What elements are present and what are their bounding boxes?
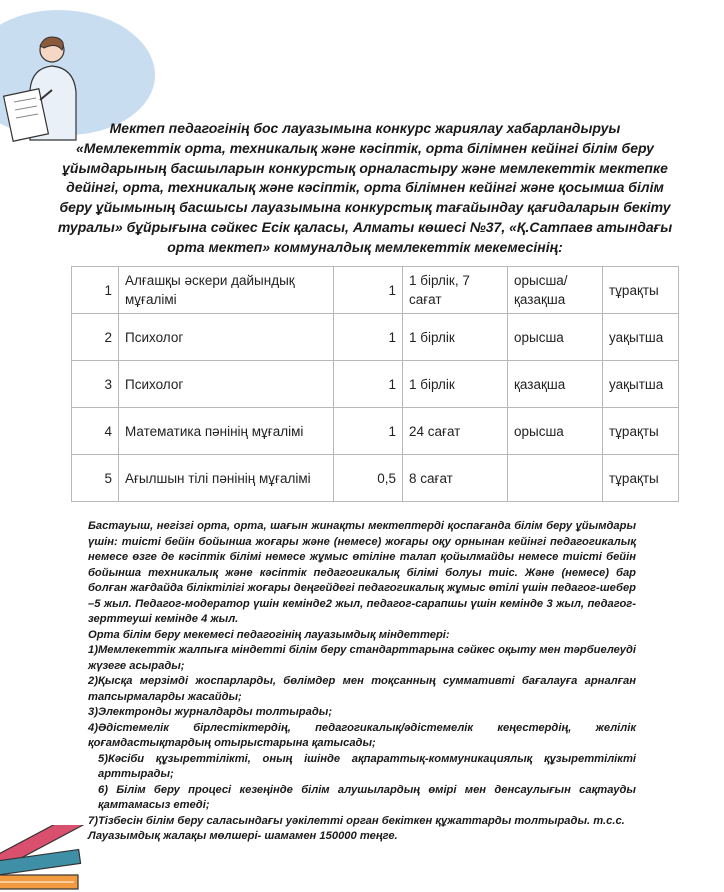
vacancy-rate: 1 bbox=[334, 267, 403, 314]
duty-item: 4)Әдістемелік бірлестіктердің, педагогикалық/әдістемелік кеңестердің, желілік қоғамдастықтардың отырыстарына қатысады; bbox=[88, 721, 636, 749]
header-line: дейінгі, орта, техникалық және кәсіптік, орта білімнен кейінгі және қосымша білім bbox=[66, 179, 664, 196]
vacancy-rate: 0,5 bbox=[334, 455, 403, 502]
vacancy-type: уақытша bbox=[603, 361, 679, 408]
vacancy-type: тұрақты bbox=[603, 455, 679, 502]
salary-text: Лауазымдық жалақы мөлшері- шамамен 150000 теңге. bbox=[88, 830, 398, 842]
duty-item: 5)Кәсіби құзыреттілікті, оның ішінде ақпараттық-коммуникациялық құзыреттілікті арттырады; bbox=[98, 752, 636, 780]
vacancy-number: 5 bbox=[72, 455, 119, 502]
vacancy-hours: 8 сағат bbox=[403, 455, 508, 502]
vacancy-rate: 1 bbox=[334, 408, 403, 455]
vacancy-hours: 1 бірлік, 7 сағат bbox=[403, 267, 508, 314]
vacancy-language bbox=[508, 455, 603, 502]
vacancy-title: Психолог bbox=[119, 314, 334, 361]
vacancy-number: 4 bbox=[72, 408, 119, 455]
vacancy-hours: 1 бірлік bbox=[403, 361, 508, 408]
announcement-body bbox=[88, 519, 636, 845]
vacancy-title: Ағылшын тілі пәнінің мұғалімі bbox=[119, 455, 334, 502]
header-line: беру ұйымының басшысы лауазымына конкурстық тағайындау қағидаларын бекіту bbox=[59, 199, 671, 216]
books-illustration bbox=[0, 825, 90, 892]
table-row bbox=[72, 314, 679, 361]
vacancy-rate: 1 bbox=[334, 361, 403, 408]
duty-item: 6) Білім беру процесі кезеңінде білім алушылардың өмірі мен денсаулығын сақтауды қамтамасыз етеді; bbox=[98, 783, 636, 811]
vacancy-language: орысша bbox=[508, 314, 603, 361]
vacancy-hours: 24 сағат bbox=[403, 408, 508, 455]
announcement-header bbox=[40, 119, 690, 258]
vacancy-type: тұрақты bbox=[603, 267, 679, 314]
duties-title: Орта білім беру мекемесі педагогінің лауазымдық міндеттері: bbox=[88, 628, 450, 641]
header-line: «Мемлекеттік орта, техникалық және кәсіптік, орта білімнен кейінгі білім беру bbox=[76, 139, 654, 156]
vacancy-table bbox=[71, 266, 679, 502]
duty-item: 2)Қысқа мерзімді жоспарларды, бөлімдер мен тоқсанның суммативті бағалауға арналған тапсырмаларды жасайды; bbox=[88, 675, 636, 703]
vacancy-rate: 1 bbox=[334, 314, 403, 361]
vacancy-number: 2 bbox=[72, 314, 119, 361]
requirements-paragraph: Бастауыш, негізгі орта, орта, шағын жинақты мектептерді қоспағанда білім беру ұйымдары үшін: тиісті бейін бойынша жоғары және (немесе) жоғары оқу орнынан кейінгі педагогикалық немесе өзге де кәсіптік білімі немесе жұмыс өтіліне талап қойылмайды немесе тиісті бейін бойынша техникалық және кәсіптік педагогикалық білімі болуы тиіс. Және (немесе) бар болған жағдайда біліктілігі жоғары деңгейдегі педагогикалық жұмыс өтілі үшін педагог-шебер –5 жыл. Педагог-модератор үшін кемінде2 жыл, педагог-сарапшы үшін кемінде 3 жыл, педагог-зерттеуші кемінде 4 жыл. bbox=[88, 520, 636, 625]
vacancy-number: 3 bbox=[72, 361, 119, 408]
vacancy-type: тұрақты bbox=[603, 408, 679, 455]
vacancy-language: орысша/ қазақша bbox=[508, 267, 603, 314]
vacancy-title: Математика пәнінің мұғалімі bbox=[119, 408, 334, 455]
duty-item: 3)Электронды журналдарды толтырады; bbox=[88, 706, 333, 718]
table-row bbox=[72, 361, 679, 408]
header-line: Мектеп педагогінің бос лауазымына конкурс жариялау хабарландыруы bbox=[109, 120, 621, 136]
vacancy-number: 1 bbox=[72, 267, 119, 314]
header-line: туралы» бұйрығына сәйкес Есік қаласы, Алматы көшесі №37, «Қ.Сатпаев атындағы bbox=[57, 218, 673, 235]
vacancy-language: қазақша bbox=[508, 361, 603, 408]
vacancy-type: уақытша bbox=[603, 314, 679, 361]
duty-item: 7)Тізбесін білім беру саласындағы уәкілетті орган бекіткен құжаттарды толтырады. т.с.с. bbox=[88, 814, 625, 827]
vacancy-title: Алғашқы әскери дайындық мұғалімі bbox=[119, 267, 334, 314]
table-row bbox=[72, 267, 679, 314]
header-line: орта мектеп» коммуналдық мемлекеттік мекемесінің: bbox=[167, 238, 563, 255]
vacancy-title: Психолог bbox=[119, 361, 334, 408]
header-line: ұйымдарының басшыларын конкурстық орналастыру және мемлекеттік мектепке bbox=[62, 159, 668, 176]
table-row bbox=[72, 408, 679, 455]
table-row bbox=[72, 455, 679, 502]
duty-item: 1)Мемлекеттік жалпыға міндетті білім беру стандарттарына сәйкес оқыту мен тәрбиелеуді жүзеге асырады; bbox=[88, 644, 636, 672]
vacancy-hours: 1 бірлік bbox=[403, 314, 508, 361]
vacancy-language: орысша bbox=[508, 408, 603, 455]
